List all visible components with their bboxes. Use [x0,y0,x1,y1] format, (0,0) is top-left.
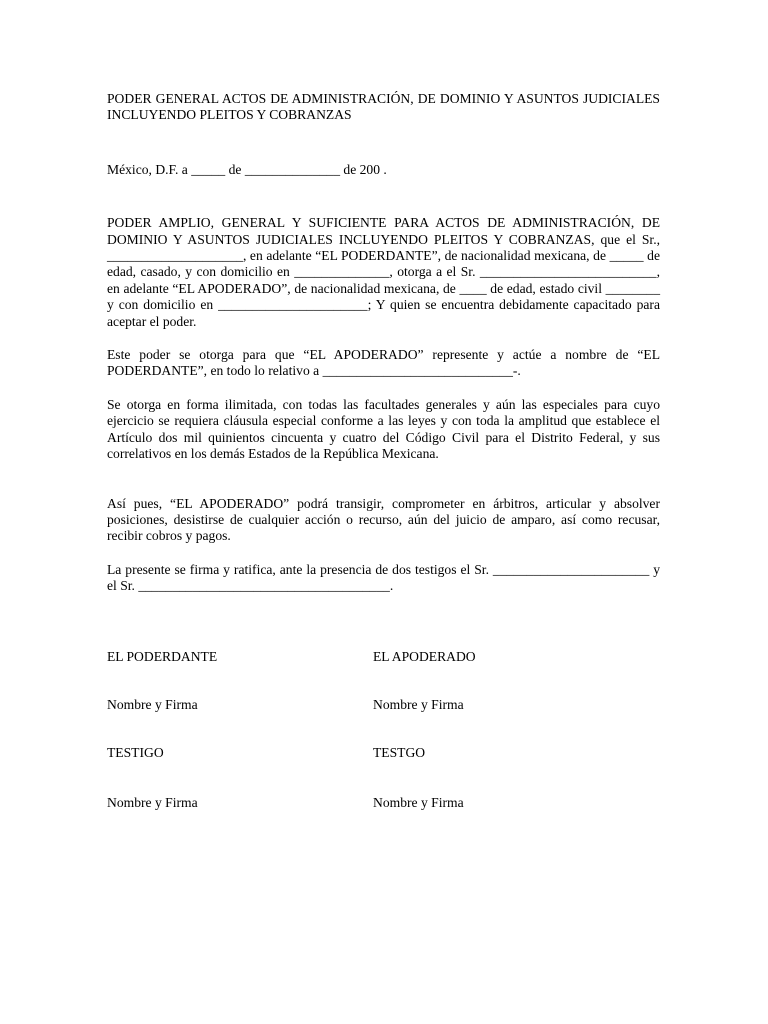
document-body [107,91,660,595]
name-sign-witness-left: Nombre y Firma [107,795,198,810]
signature-label-poderdante: EL PODERDANTE [107,649,218,664]
paragraph-powers: Así pues, “EL APODERADO” podrá transigir, comprometer en árbitros, articular y absolver posiciones, desistirse de cualquier acción o recurso, aún del juicio de amparo, así como recusar, recibir cobros y pagos. [107,495,660,544]
paragraph-scope: Este poder se otorga para que “EL APODERADO” represente y actúe a nombre de “EL PODERDANTE”, en todo lo relativo a ____________________________-. [107,347,660,379]
name-sign-poderdante: Nombre y Firma [107,697,198,712]
paragraph-witnesses: La presente se firma y ratifica, ante la presencia de dos testigos el Sr. _______________________ y el Sr. _____________________________________. [107,561,660,594]
document-title: PODER GENERAL ACTOS DE ADMINISTRACIÓN, DE DOMINIO Y ASUNTOS JUDICIALES INCLUYENDO PLEITOS Y COBRANZAS [107,91,660,123]
name-sign-apoderado: Nombre y Firma [373,697,464,712]
witness-label-right: TESTGO [373,745,426,760]
paragraph-grant: PODER AMPLIO, GENERAL Y SUFICIENTE PARA ACTOS DE ADMINISTRACIÓN, DE DOMINIO Y ASUNTOS JUDICIALES INCLUYENDO PLEITOS Y COBRANZAS, que el Sr., ____________________, en adelante “EL PODERDANTE”, de nacionalidad mexicana, de _____ de edad, casado, y con domicilio en ______________, otorga a el Sr. __________________________, en adelante “EL APODERADO”, de nacionalidad mexicana, de ____ de edad, estado civil ________ y con domicilio en ______________________; Y quien se encuentra debidamente capacitado para aceptar el poder. [107,215,660,329]
signature-label-apoderado: EL APODERADO [373,649,476,664]
witness-label-left: TESTIGO [107,745,164,760]
date-line: México, D.F. a _____ de ______________ de 200 . [107,161,387,177]
name-sign-witness-right: Nombre y Firma [373,795,464,810]
paragraph-faculties: Se otorga en forma ilimitada, con todas las facultades generales y aún las especiales para cuyo ejercicio se requiera cláusula especial conforme a las leyes y con toda la amplitud que establece el Artículo dos mil quinientos cincuenta y cuatro del Código Civil para el Distrito Federal, y sus correlativos en los demás Estados de la República Mexicana. [107,396,660,462]
